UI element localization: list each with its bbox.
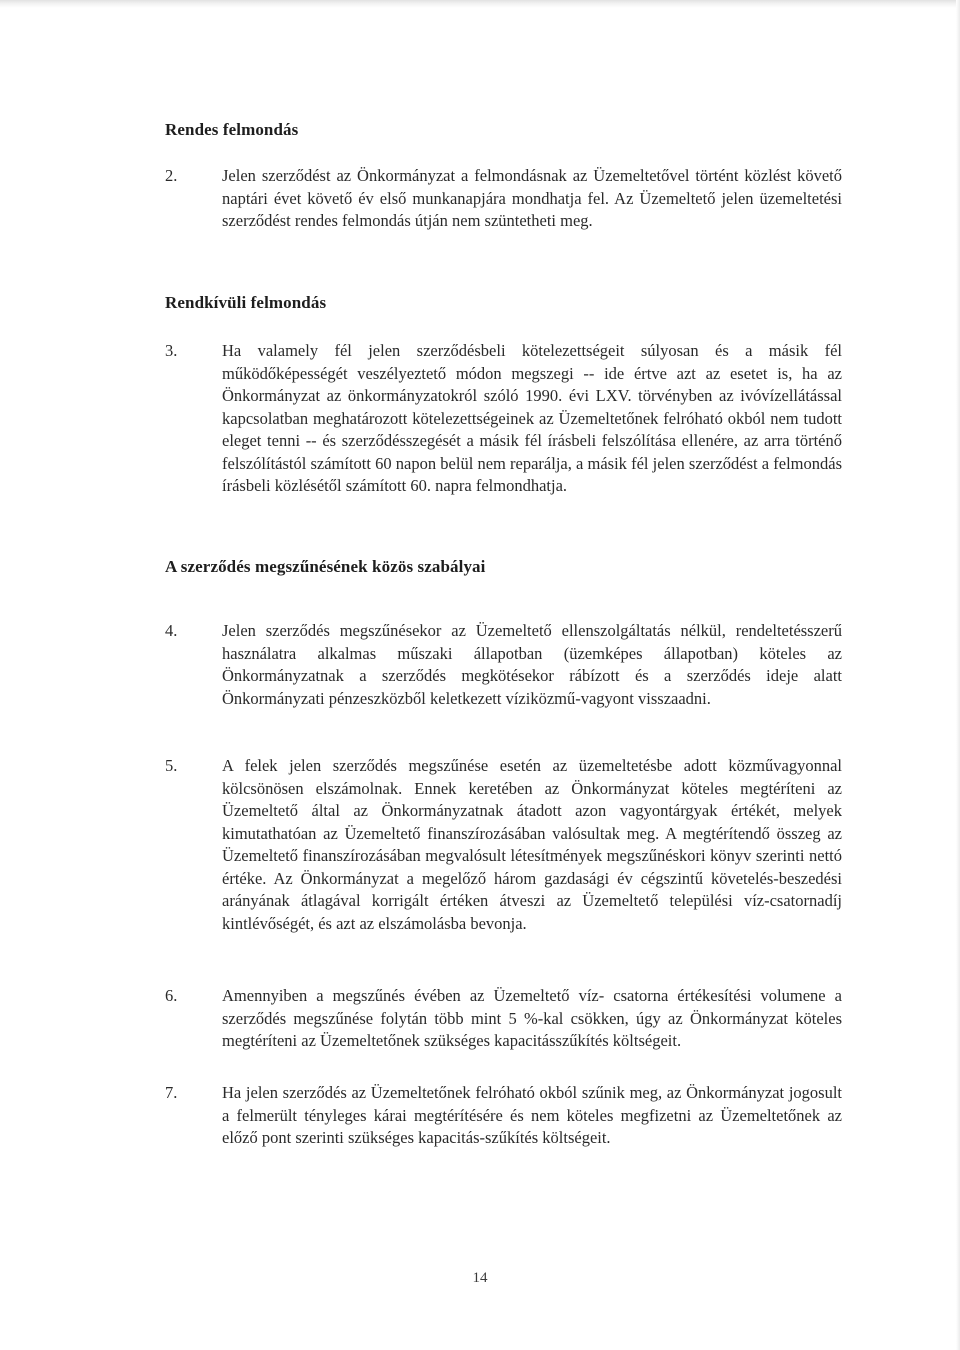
clause-number: 2. [165,166,178,185]
clause-text: A felek jelen szerződés megszűnése esetén az üzemeltetésbe adott közművagyonnal kölcsönösen elszámolnak. Ennek keretében az Önkormányzat köteles megtéríteni az Üzemeltető által az Önkormányzatnak átadott azon vagyontárgyak értékét, melyek kimutathatóan az Üzemeltető finanszírozásában valósultak meg. A megtérítendő összeg az Üzemeltető finanszírozásában megvalósult létesítmények megszűnéskori könyv szerinti nettó értéke. Az Önkormányzat a megelőző három gazdasági év cégszintű követelés-beszedési arányának átlagával korrigált értéken átveszi az Üzemeltető települési víz-csatornadíj kintlévőségét, és azt az elszámolásba bevonja. [222,756,842,933]
clause-number: 6. [165,986,178,1005]
section-heading-rendes-felmondas: Rendes felmondás [165,120,299,139]
clause-text: Ha valamely fél jelen szerződésbeli kötelezettségeit súlyosan és a másik fél működőképességét veszélyeztető módon megszegi -- ide értve azt az esetet is, ha az Önkormányzat az önkormányzatokról szóló 1990. évi LXV. törvényben az ivóvízellátással kapcsolatban meghatározott kötelezettségeinek az Üzemeltetőnek felróható okból nem tudott eleget tenni -- és szerződésszegését a másik fél írásbeli felszólítása ellenére, az arra történő felszólítástól számított 60 napon belül nem reparálja, a másik fél jelen szerződést a felmondás írásbeli közlésétől számított 60. napra felmondhatja. [222,341,842,495]
section-heading-rendkivuli-felmondas: Rendkívüli felmondás [165,293,327,312]
page-number: 14 [472,1270,488,1286]
clause-3 [165,340,845,498]
clause-number: 4. [165,621,178,640]
scan-top-edge [0,0,960,8]
clause-4 [165,620,845,710]
clause-text: Jelen szerződést az Önkormányzat a felmondásnak az Üzemeltetővel történt közlést követő naptári évet követő év első munkanapjára mondhatja fel. Az Üzemeltető jelen üzemeltetési szerződést rendes felmondás útján nem szüntetheti meg. [222,166,842,230]
clause-2 [165,165,845,233]
clause-text: Ha jelen szerződés az Üzemeltetőnek felróható okból szűnik meg, az Önkormányzat jogosult a felmerült tényleges kárai megtérítésére és nem köteles megfizetni az Üzemeltetőnek az előző pont szerinti szükséges kapacitás-szűkítés költségeit. [222,1083,842,1147]
clause-text: Jelen szerződés megszűnésekor az Üzemeltető ellenszolgáltatás nélkül, rendeltetésszerű használatra alkalmas műszaki állapotban (üzemképes állapotban) köteles az Önkormányzatnak a szerződés megkötésekor rábízott és a szerződés ideje alatt Önkormányzati pénzeszközből keletkezett víziközmű-vagyont visszaadni. [222,621,842,708]
clause-number: 5. [165,756,178,775]
clause-number: 3. [165,341,178,360]
clause-7 [165,1082,845,1150]
scan-right-edge [956,0,960,1350]
clause-number: 7. [165,1083,178,1102]
clause-5 [165,755,845,935]
section-heading-kozos-szabalyai: A szerződés megszűnésének közös szabályai [165,557,486,576]
clause-6 [165,985,845,1053]
clause-text: Amennyiben a megszűnés évében az Üzemeltető víz- csatorna értékesítési volumene a szerződés megszűnése folytán több mint 5 %-kal csökken, úgy az Önkormányzat köteles megtéríteni az Üzemeltetőnek szükséges kapacitásszűkítés költségeit. [222,986,842,1050]
